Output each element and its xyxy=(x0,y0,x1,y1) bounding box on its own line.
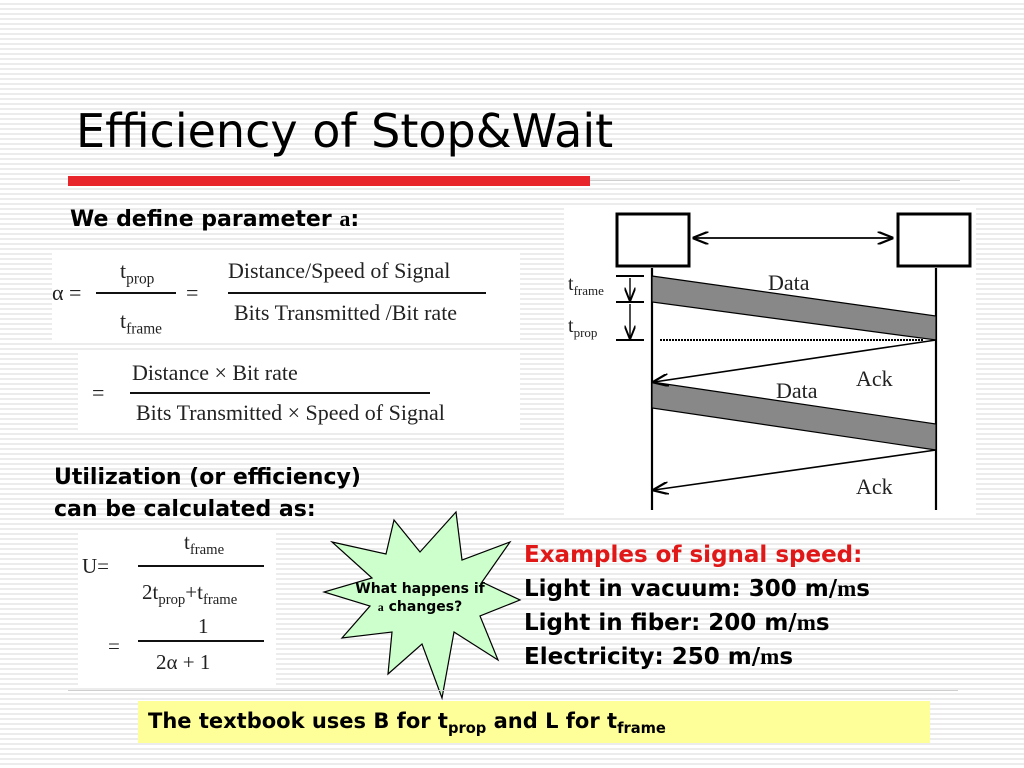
formula3-eq: = xyxy=(108,634,120,658)
title-underline-thin xyxy=(590,180,960,181)
utilization-text xyxy=(54,462,361,526)
formula-alpha xyxy=(52,250,520,340)
tframe-label: $t_{frame}$ xyxy=(120,308,163,338)
signal-speed-examples xyxy=(524,538,870,674)
u-numerator: $t_{frame}$ xyxy=(184,530,225,559)
data-label-1: Data xyxy=(768,270,810,295)
example-item-vacuum: Light in vacuum: 300 m/ms xyxy=(524,576,870,602)
utilization-line2: can be calculated as: xyxy=(54,497,316,522)
receiver-box xyxy=(898,214,970,266)
ack-label-2: Ack xyxy=(856,474,893,499)
formula3-numerator: 1 xyxy=(198,614,209,638)
utilization-line1: Utilization (or efficiency) xyxy=(54,465,361,490)
fraction-bar xyxy=(138,565,264,567)
formula2-eq: = xyxy=(92,380,105,405)
diagram-tprop-label: $t_{prop}$ xyxy=(568,315,598,340)
fraction-bar xyxy=(130,392,430,394)
formula1-numerator: Distance/Speed of Signal xyxy=(228,258,451,283)
define-symbol: a xyxy=(339,206,351,231)
starburst-callout-text xyxy=(330,580,510,616)
formula1-denominator: Bits Transmitted /Bit rate xyxy=(234,300,458,325)
data-label-2: Data xyxy=(776,378,818,403)
sender-box xyxy=(617,214,689,266)
u-eq: U= xyxy=(82,554,110,578)
tprop-label: $t_{prop}$ xyxy=(120,258,155,288)
callout-line1: What happens if xyxy=(355,581,485,597)
ack-label-1: Ack xyxy=(856,366,893,391)
formula-alpha-expanded xyxy=(78,350,520,430)
formula2-numerator: Distance × Bit rate xyxy=(132,360,298,385)
banner-text: The textbook uses B for $t_{prop}$ and L for $t_{frame}$ xyxy=(148,709,666,738)
slide-title: Efficiency of Stop&Wait xyxy=(76,104,614,158)
example-item-electricity: Electricity: 250 m/ms xyxy=(524,644,794,670)
title-underline-accent xyxy=(68,176,590,186)
bottom-rule xyxy=(68,690,958,691)
fraction-bar xyxy=(138,640,264,642)
formula2-denominator: Bits Transmitted × Speed of Signal xyxy=(136,400,445,425)
define-parameter-text xyxy=(70,206,359,232)
u-denominator: $2t_{prop}+t_{frame}$ xyxy=(142,580,238,609)
stop-and-wait-timing-diagram xyxy=(564,206,976,518)
callout-line2: a changes? xyxy=(377,599,463,615)
define-prefix: We define parameter xyxy=(70,207,340,232)
formula-utilization xyxy=(78,530,276,688)
formula3-denominator: 2α + 1 xyxy=(156,650,211,674)
textbook-note-banner xyxy=(138,701,930,743)
fraction-bar xyxy=(228,292,486,294)
fraction-bar xyxy=(96,292,176,294)
example-item-fiber: Light in fiber: 200 m/ms xyxy=(524,610,830,636)
examples-title: Examples of signal speed: xyxy=(524,542,863,568)
diagram-tframe-label: $t_{frame}$ xyxy=(568,273,604,298)
define-suffix: : xyxy=(350,207,360,232)
alpha-eq: α = xyxy=(52,280,82,305)
formula1-eq: = xyxy=(186,280,199,305)
